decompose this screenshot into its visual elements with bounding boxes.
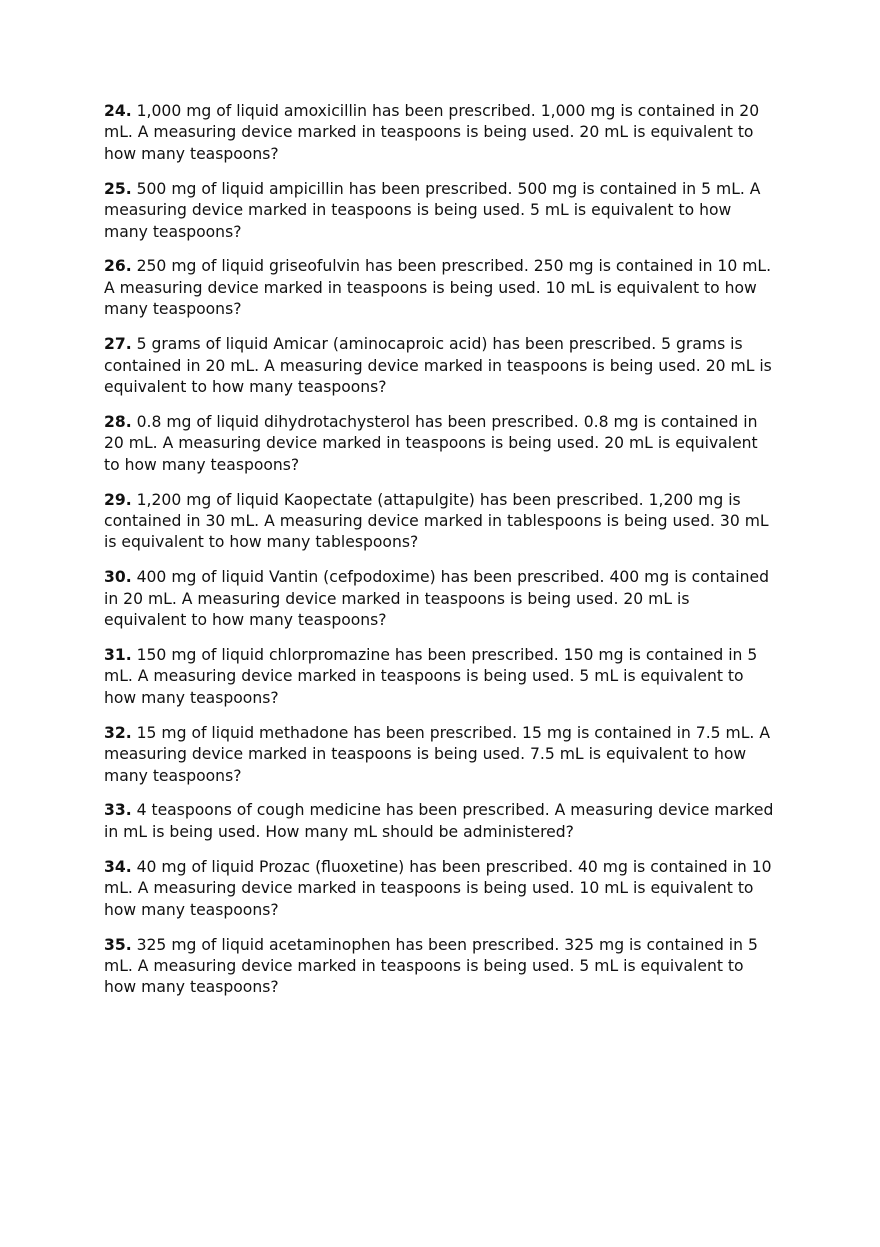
question-text: 4 teaspoons of cough medicine has been prescribed. A measuring device marked in mL is being used. How many mL should be administered? — [104, 801, 774, 841]
question-27 — [104, 334, 776, 398]
question-number: 25. — [104, 179, 132, 198]
question-32 — [104, 723, 776, 787]
question-number: 35. — [104, 935, 132, 954]
question-number: 27. — [104, 335, 132, 354]
question-31 — [104, 645, 776, 709]
question-text: 5 grams of liquid Amicar (aminocaproic acid) has been prescribed. 5 grams is contained in 20 mL. A measuring device marked in teaspoons is being used. 20 mL is equivalent to how many teaspoons? — [104, 335, 772, 396]
question-number: 32. — [104, 723, 132, 742]
question-33 — [104, 800, 776, 843]
question-text: 1,000 mg of liquid amoxicillin has been prescribed. 1,000 mg is contained in 20 mL. A measuring device marked in teaspoons is being used. 20 mL is equivalent to how many teaspoons? — [104, 102, 760, 163]
question-text: 250 mg of liquid griseofulvin has been prescribed. 250 mg is contained in 10 mL. A measuring device marked in teaspoons is being used. 10 mL is equivalent to how many teaspoons? — [104, 257, 772, 319]
question-30 — [104, 567, 776, 631]
question-24 — [104, 101, 776, 165]
question-number: 31. — [104, 646, 132, 665]
question-35 — [104, 935, 776, 999]
question-number: 30. — [104, 568, 132, 587]
question-text: 15 mg of liquid methadone has been prescribed. 15 mg is contained in 7.5 mL. A measuring device marked in teaspoons is being used. 7.5 mL is equivalent to how many teaspoons? — [104, 723, 770, 785]
question-number: 26. — [104, 257, 132, 276]
question-number: 24. — [104, 102, 132, 120]
question-text: 0.8 mg of liquid dihydrotachysterol has been prescribed. 0.8 mg is contained in 20 mL. A measuring device marked in teaspoons is being used. 20 mL is equivalent to how many teaspoons? — [104, 412, 758, 474]
question-text: 40 mg of liquid Prozac (fluoxetine) has been prescribed. 40 mg is contained in 10 mL. A measuring device marked in teaspoons is being used. 10 mL is equivalent to how many teaspoons? — [104, 857, 772, 919]
question-25 — [104, 179, 776, 243]
question-list — [104, 101, 776, 1012]
question-number: 34. — [104, 857, 132, 876]
question-text: 325 mg of liquid acetaminophen has been prescribed. 325 mg is contained in 5 mL. A measuring device marked in teaspoons is being used. 5 mL is equivalent to how many teaspoons? — [104, 935, 758, 997]
question-number: 33. — [104, 801, 132, 820]
question-text: 500 mg of liquid ampicillin has been prescribed. 500 mg is contained in 5 mL. A measuring device marked in teaspoons is being used. 5 mL is equivalent to how many teaspoons? — [104, 179, 761, 241]
question-29 — [104, 490, 776, 554]
question-number: 28. — [104, 412, 132, 431]
question-text: 400 mg of liquid Vantin (cefpodoxime) has been prescribed. 400 mg is contained in 20 mL. A measuring device marked in teaspoons is being used. 20 mL is equivalent to how many teaspoons? — [104, 568, 769, 630]
question-number: 29. — [104, 490, 132, 509]
question-text: 150 mg of liquid chlorpromazine has been prescribed. 150 mg is contained in 5 mL. A measuring device marked in teaspoons is being used. 5 mL is equivalent to how many teaspoons? — [104, 646, 758, 707]
question-28 — [104, 412, 776, 476]
question-34 — [104, 857, 776, 921]
question-26 — [104, 256, 776, 320]
question-text: 1,200 mg of liquid Kaopectate (attapulgite) has been prescribed. 1,200 mg is contained in 30 mL. A measuring device marked in tablespoons is being used. 30 mL is equivalent to how many tablespoons? — [104, 490, 769, 552]
